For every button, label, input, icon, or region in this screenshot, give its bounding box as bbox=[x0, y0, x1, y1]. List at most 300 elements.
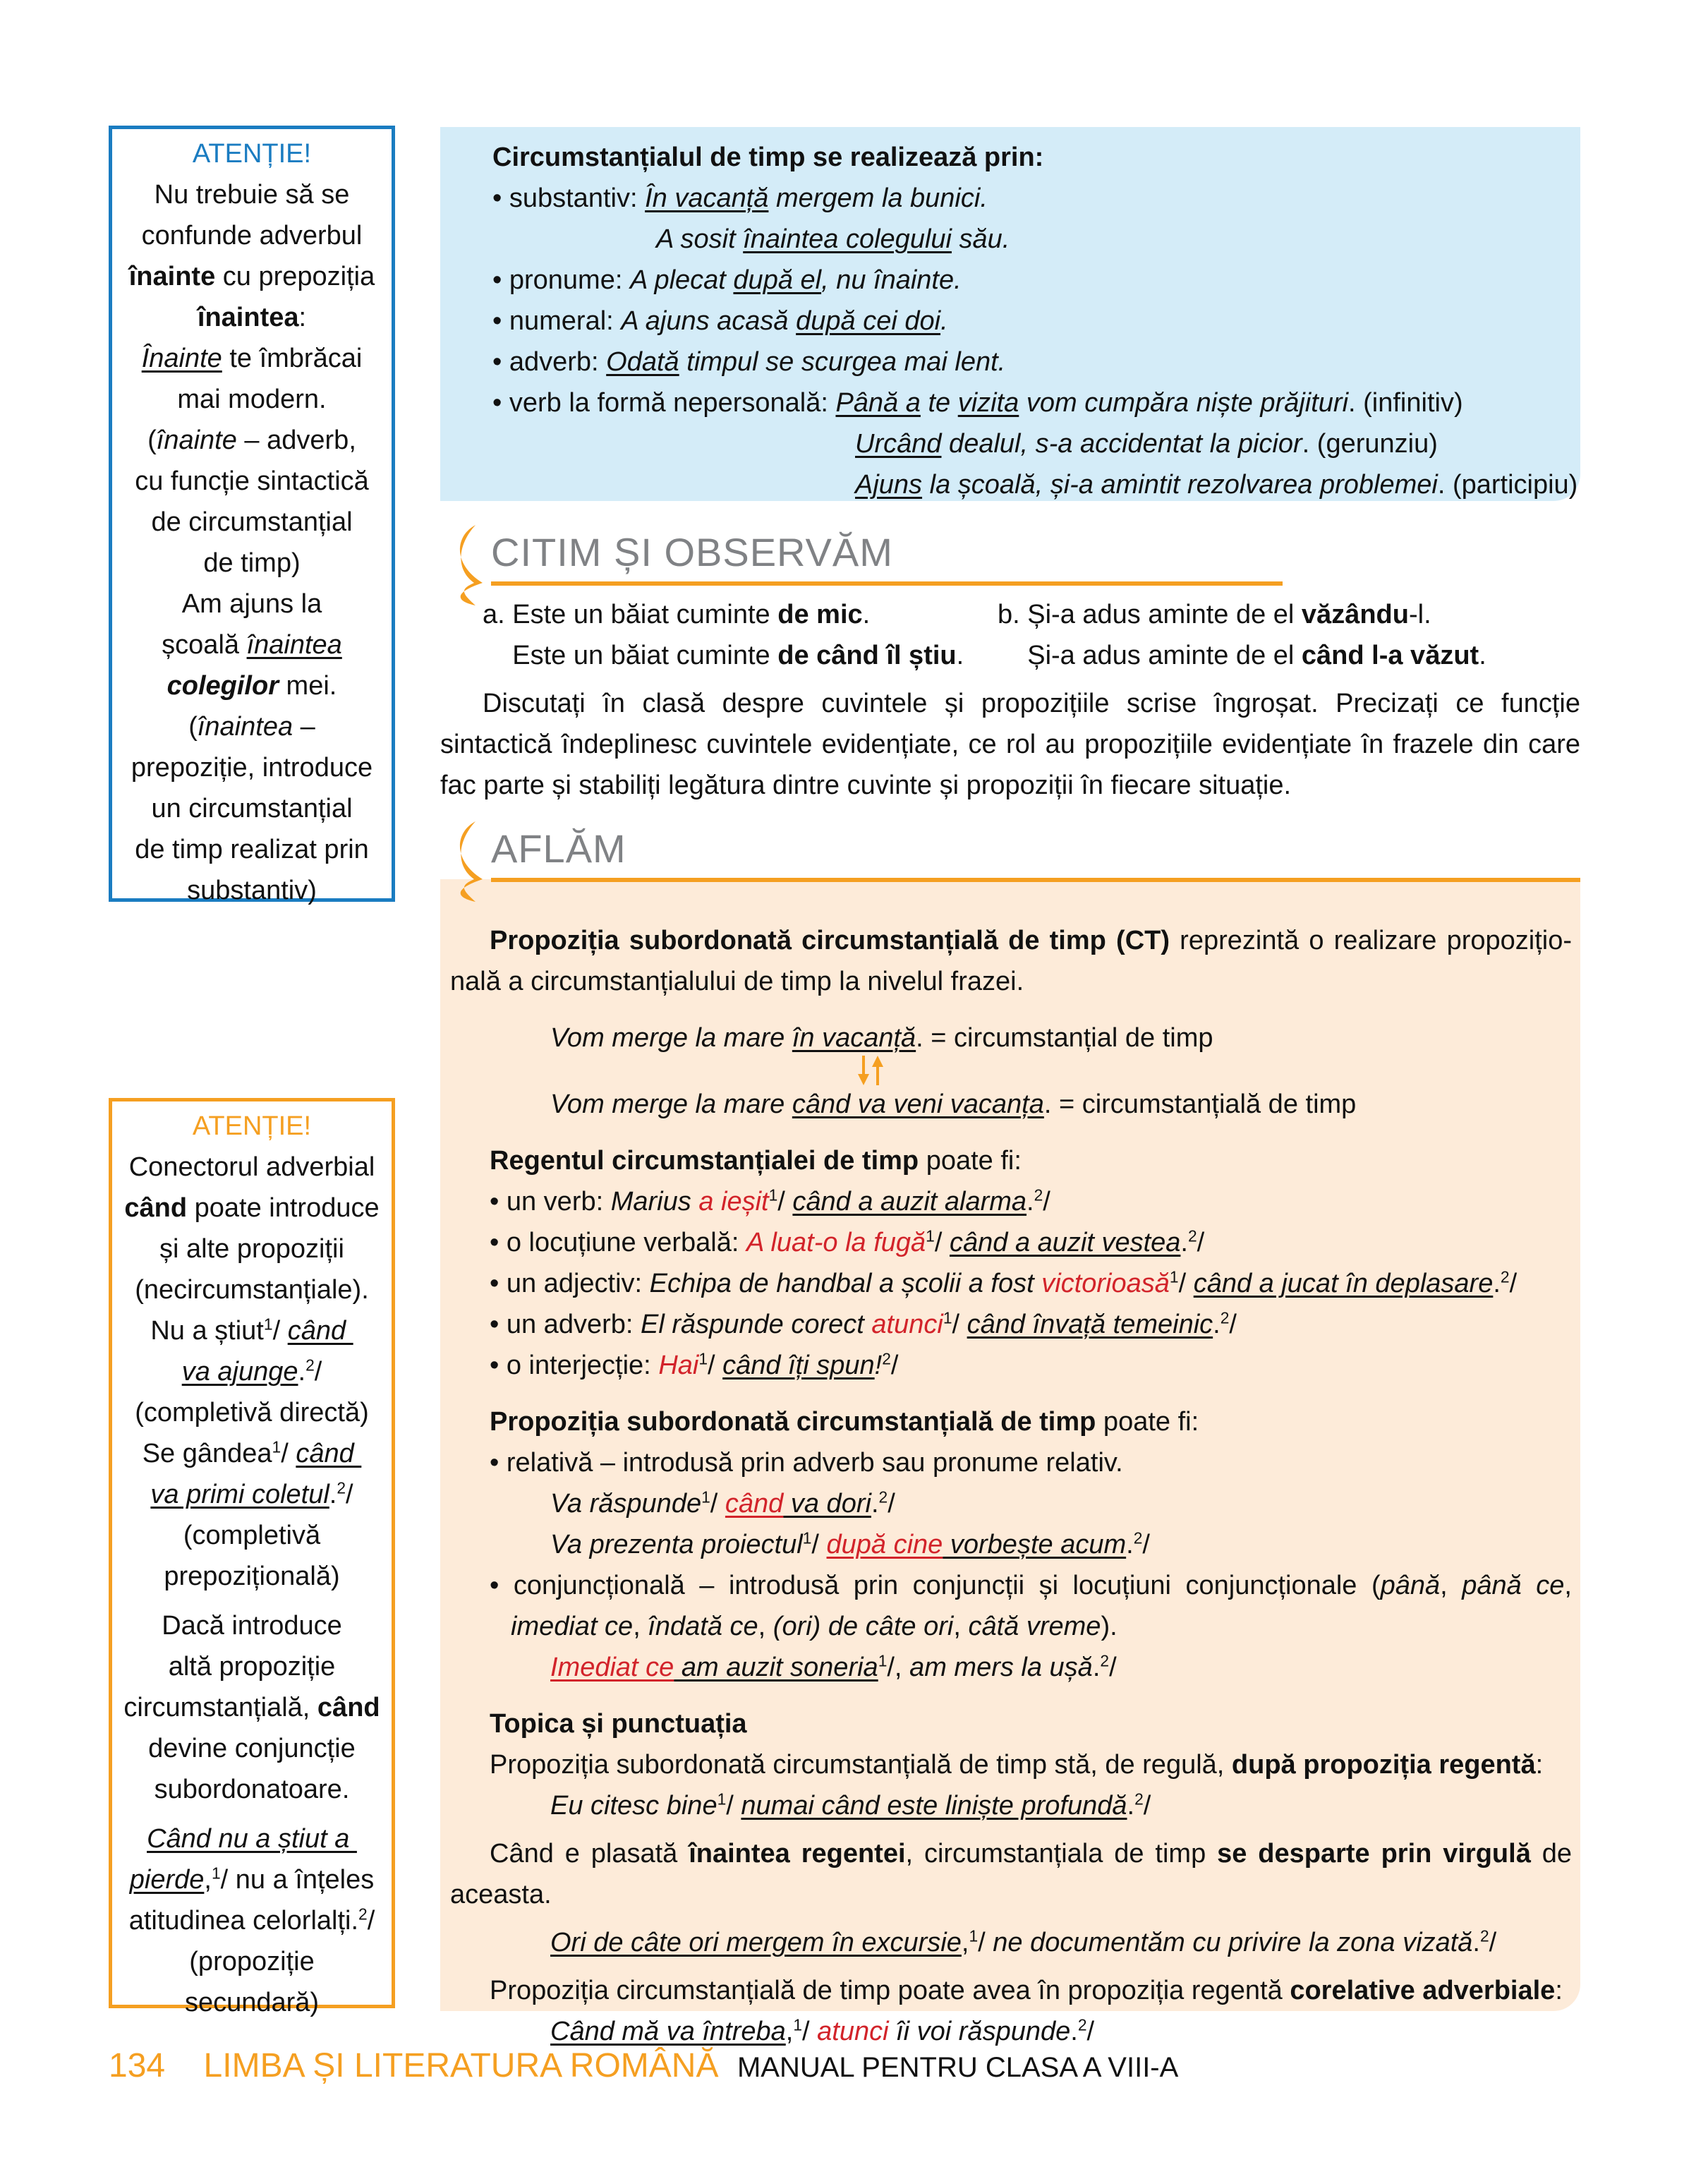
text-segment: va ajunge bbox=[181, 1357, 298, 1387]
text-segment: de timp) bbox=[203, 548, 301, 578]
attention-box-inainte bbox=[109, 126, 395, 905]
footnote-marker: 2 bbox=[878, 1487, 888, 1507]
text-segment: A plecat bbox=[629, 265, 734, 295]
text-segment: / bbox=[1109, 1653, 1117, 1682]
footnote-marker: 1 bbox=[969, 1926, 979, 1945]
text-segment: înaintea colegului bbox=[743, 224, 952, 254]
list-item bbox=[492, 464, 1578, 505]
text-segment: Va răspunde bbox=[550, 1489, 702, 1519]
highlighted-text: A luat-o la fugă bbox=[746, 1228, 926, 1257]
text-segment: când va veni vacanța bbox=[792, 1089, 1044, 1119]
text-segment: un circumstanțial bbox=[151, 794, 353, 823]
text-segment: , nu înainte. bbox=[821, 265, 962, 295]
citim-content bbox=[440, 594, 1580, 806]
equivalence-arrows bbox=[450, 1058, 1572, 1084]
text-line bbox=[490, 1263, 1572, 1304]
text-segment: îndată ce bbox=[648, 1612, 758, 1641]
text-segment: până ce bbox=[1462, 1571, 1565, 1600]
text-line bbox=[119, 1728, 384, 1769]
text-segment: pierde bbox=[129, 1865, 205, 1895]
text-segment: Până a bbox=[835, 388, 921, 418]
text-line bbox=[119, 1941, 384, 1982]
text-segment: de când îl știu bbox=[777, 641, 957, 670]
text-line bbox=[119, 1605, 384, 1646]
section-rule bbox=[491, 878, 1580, 882]
text-segment: (ori) de câte ori bbox=[773, 1612, 954, 1641]
text-segment: / bbox=[934, 1228, 950, 1257]
text-segment: / bbox=[726, 1791, 741, 1821]
text-segment: . bbox=[1126, 1530, 1134, 1559]
text-line bbox=[483, 594, 998, 635]
text-segment: : bbox=[1555, 1976, 1563, 2005]
subject-title: LIMBA ȘI LITERATURA ROMÂNĂ bbox=[203, 2047, 719, 2084]
text-line bbox=[119, 870, 384, 911]
text-segment: Se gândea bbox=[142, 1439, 272, 1468]
text-segment: / bbox=[777, 1187, 793, 1217]
text-segment: de circumstanțial bbox=[151, 507, 353, 537]
list-item bbox=[492, 342, 1566, 382]
text-segment: Dacă introduce bbox=[162, 1611, 342, 1641]
text-segment: / bbox=[314, 1357, 322, 1387]
attention-title: ATENȚIE! bbox=[192, 1111, 312, 1141]
list-item bbox=[492, 178, 1566, 219]
text-line bbox=[119, 1515, 384, 1556]
text-segment: se desparte prin virgulă bbox=[1217, 1839, 1531, 1869]
text-segment: , bbox=[785, 2017, 794, 2046]
text-segment: Când e plasată bbox=[490, 1839, 689, 1869]
text-line bbox=[119, 1147, 384, 1188]
text-segment: Și-a adus aminte de el bbox=[998, 641, 1302, 670]
regent-list bbox=[450, 1181, 1572, 1386]
text-segment: când bbox=[124, 1193, 188, 1223]
footnote-marker: 2 bbox=[1220, 1308, 1230, 1327]
text-segment: la școală, și-a amintit rezolvarea problemei bbox=[922, 470, 1438, 500]
footnote-marker: 1 bbox=[263, 1315, 273, 1334]
text-segment: . bbox=[298, 1357, 306, 1387]
text-line bbox=[490, 1304, 1572, 1345]
relativa-examples bbox=[450, 1483, 1572, 1565]
list-item bbox=[492, 260, 1566, 301]
highlighted-text: atunci bbox=[817, 2017, 889, 2046]
type-relativa bbox=[450, 1442, 1572, 1483]
footnote-marker: 2 bbox=[882, 1349, 891, 1368]
text-segment: când l-a văzut bbox=[1301, 641, 1479, 670]
text-segment: Propoziția subordonată circumstanțială de timp (CT) bbox=[490, 926, 1170, 955]
footnote-marker: 1 bbox=[793, 2015, 802, 2034]
highlighted-text: victorioasă bbox=[1041, 1269, 1170, 1298]
text-segment: / bbox=[978, 1928, 993, 1957]
text-line bbox=[490, 1345, 1572, 1386]
footnote-marker: 1 bbox=[211, 1864, 221, 1883]
text-segment: / bbox=[367, 1906, 375, 1936]
text-line bbox=[119, 297, 384, 338]
topica-example-1 bbox=[450, 1785, 1572, 1826]
text-segment: / bbox=[708, 1351, 723, 1380]
text-segment: înaintea regentei bbox=[689, 1839, 906, 1869]
text-segment: mei. bbox=[279, 671, 337, 701]
footnote-marker: 2 bbox=[358, 1905, 368, 1924]
text-segment: am auzit soneria bbox=[674, 1653, 878, 1682]
text-segment: reprezintă o realizare propozițio-nală a circumstanțialului de timp la nivelul frazei. bbox=[450, 926, 1572, 996]
text-line bbox=[119, 1859, 384, 1900]
footnote-marker: 2 bbox=[1100, 1651, 1110, 1670]
text-segment: de mic bbox=[777, 600, 863, 629]
topica-paragraph-2 bbox=[450, 1833, 1572, 1915]
text-segment: . bbox=[1180, 1228, 1188, 1257]
text-segment: substantiv) bbox=[187, 876, 317, 905]
text-line bbox=[119, 1769, 384, 1810]
text-segment: Vom merge la mare bbox=[550, 1023, 792, 1053]
list-item bbox=[492, 301, 1566, 342]
text-line bbox=[998, 635, 1580, 676]
text-segment: / bbox=[710, 1489, 725, 1519]
text-segment: . bbox=[1213, 1310, 1221, 1339]
text-segment: timpul se scurgea mai lent. bbox=[679, 347, 1006, 377]
section-title: CITIM ȘI OBSERVĂM bbox=[491, 530, 893, 574]
text-segment: • o interjecție: bbox=[490, 1351, 659, 1380]
text-line bbox=[119, 1474, 384, 1515]
realization-list bbox=[492, 178, 1578, 505]
text-segment: te bbox=[920, 388, 958, 418]
list-item bbox=[492, 423, 1566, 464]
text-segment: când bbox=[317, 1693, 380, 1722]
text-segment: (completivă bbox=[183, 1521, 321, 1550]
text-segment: Vom merge la mare bbox=[550, 1089, 792, 1119]
text-segment: vom cumpăra niște prăjituri bbox=[1019, 388, 1349, 418]
text-segment: / bbox=[1489, 1928, 1497, 1957]
footnote-marker: 1 bbox=[878, 1651, 888, 1670]
text-segment: . bbox=[1070, 2017, 1078, 2046]
text-segment: / bbox=[1143, 1791, 1151, 1821]
text-segment: Marius bbox=[610, 1187, 699, 1217]
text-segment: după cei doi bbox=[796, 306, 941, 336]
instruction-paragraph: Discutați în clasă despre cuvintele și propozițiile scrise îngroșat. Precizați ce funcție sintactică îndeplinesc cuvintele evidențiate, ce rol au propozițiile evidențiate în frazele din care fac parte și stabiliți legătura dintre cuvinte și propoziții în fiecare situație. bbox=[440, 689, 1580, 800]
text-segment: , bbox=[204, 1865, 212, 1895]
text-segment: de timp realizat prin bbox=[135, 835, 369, 864]
text-segment: altă propoziție bbox=[168, 1652, 336, 1682]
text-line bbox=[119, 788, 384, 829]
example-circumstantial bbox=[450, 1018, 1572, 1058]
text-segment: / bbox=[1178, 1269, 1194, 1298]
text-segment: . bbox=[1479, 641, 1486, 670]
text-line bbox=[998, 594, 1580, 635]
highlighted-text: Imediat ce bbox=[550, 1653, 674, 1682]
highlighted-text: Hai bbox=[658, 1351, 699, 1380]
text-segment: când a jucat în deplasare bbox=[1193, 1269, 1494, 1298]
text-segment: , circumstanțiala de timp bbox=[905, 1839, 1218, 1869]
text-segment: subordonatoare. bbox=[154, 1775, 350, 1804]
text-segment: / bbox=[272, 1316, 288, 1346]
footnote-marker: 2 bbox=[1133, 1528, 1143, 1547]
manual-title: MANUAL PENTRU CLASA A VIII-A bbox=[737, 2052, 1179, 2083]
text-segment: văzându bbox=[1301, 600, 1409, 629]
text-segment: • un adjectiv: bbox=[490, 1269, 650, 1298]
text-segment: . bbox=[956, 641, 964, 670]
text-line bbox=[119, 1556, 384, 1597]
orange-crest-icon bbox=[440, 819, 497, 903]
text-segment: circumstanțială, bbox=[123, 1693, 317, 1722]
text-line bbox=[119, 461, 384, 502]
text-line bbox=[119, 1687, 384, 1728]
attention-body bbox=[119, 1147, 384, 2023]
text-segment: când a auzit alarma bbox=[792, 1187, 1027, 1217]
text-segment: : bbox=[298, 303, 307, 332]
text-line bbox=[119, 1818, 384, 1859]
text-line bbox=[119, 1188, 384, 1229]
text-segment: b. Și-a adus aminte de el bbox=[998, 600, 1302, 629]
text-segment: • o locuțiune verbală: bbox=[490, 1228, 746, 1257]
types-heading bbox=[450, 1401, 1572, 1442]
text-line bbox=[119, 829, 384, 870]
text-segment: / bbox=[952, 1310, 967, 1339]
text-segment: Este un băiat cuminte bbox=[483, 641, 778, 670]
footnote-marker: 2 bbox=[1077, 2015, 1087, 2034]
text-segment: mai modern. bbox=[177, 385, 327, 414]
text-segment: . (participiu) bbox=[1437, 470, 1578, 500]
text-segment: Înainte bbox=[141, 344, 222, 373]
text-segment: . = circumstanțial de timp bbox=[916, 1023, 1213, 1053]
text-segment: – bbox=[293, 712, 315, 742]
text-segment: . bbox=[1493, 1269, 1501, 1298]
text-segment: / bbox=[1509, 1269, 1518, 1298]
text-segment: : bbox=[1535, 1750, 1544, 1780]
text-segment: . bbox=[1472, 1928, 1480, 1957]
text-segment: în vacanță bbox=[792, 1023, 916, 1053]
text-segment: . bbox=[871, 1489, 879, 1519]
text-line bbox=[119, 1269, 384, 1310]
text-line bbox=[119, 379, 384, 420]
text-segment: devine conjuncție bbox=[148, 1734, 356, 1763]
regent-heading bbox=[450, 1140, 1572, 1181]
section-title: AFLĂM bbox=[491, 826, 626, 871]
footnote-marker: 2 bbox=[1479, 1926, 1489, 1945]
text-segment: Regentul circumstanțialei de timp bbox=[490, 1146, 919, 1176]
text-segment: . bbox=[1092, 1653, 1101, 1682]
text-segment: înainte bbox=[156, 425, 237, 455]
text-segment: când a auzit vestea bbox=[949, 1228, 1181, 1257]
text-segment: îi voi răspunde bbox=[888, 2017, 1071, 2046]
text-segment: am mers la ușă bbox=[909, 1653, 1093, 1682]
text-segment: Echipa de handbal a școlii a fost bbox=[649, 1269, 1042, 1298]
text-segment: după el bbox=[733, 265, 822, 295]
text-line bbox=[119, 420, 384, 461]
text-segment: Propoziția subordonată circumstanțială de timp stă, de regulă, bbox=[490, 1750, 1232, 1780]
text-segment: / bbox=[802, 2017, 818, 2046]
text-segment: • relativă – introdusă prin adverb sau pronume relativ. bbox=[490, 1448, 1123, 1478]
footnote-marker: 1 bbox=[943, 1308, 952, 1327]
text-segment: / nu a înțeles bbox=[220, 1865, 375, 1895]
blue-box-heading: Circumstanțialul de timp se realizează prin: bbox=[492, 143, 1044, 172]
text-line bbox=[119, 624, 384, 665]
text-segment: imediat ce bbox=[511, 1612, 634, 1641]
text-segment: poate fi: bbox=[1096, 1407, 1199, 1437]
highlighted-text: când bbox=[725, 1489, 784, 1519]
footnote-marker: 2 bbox=[1134, 1789, 1144, 1809]
text-segment: va dori bbox=[783, 1489, 871, 1519]
text-segment: A ajuns acasă bbox=[621, 306, 797, 336]
text-segment: • conjuncțională – introdusă prin conjuncții și locuțiuni conjuncționale ( bbox=[490, 1571, 1381, 1600]
text-line bbox=[119, 1900, 384, 1941]
footnote-marker: 2 bbox=[1500, 1267, 1510, 1286]
text-segment: • numeral: bbox=[492, 306, 622, 336]
text-segment: • adverb: bbox=[492, 347, 607, 377]
definition-paragraph bbox=[450, 920, 1572, 1002]
text-segment: până bbox=[1380, 1571, 1441, 1600]
footnote-marker: 1 bbox=[768, 1185, 778, 1205]
section-rule bbox=[491, 581, 1283, 586]
text-segment: • verb la formă nepersonală: bbox=[492, 388, 836, 418]
topica-paragraph-1 bbox=[450, 1744, 1572, 1785]
footnote-marker: 1 bbox=[272, 1437, 281, 1456]
text-segment: . bbox=[1127, 1791, 1135, 1821]
text-line bbox=[119, 1351, 384, 1392]
text-segment: vizita bbox=[957, 388, 1019, 418]
text-segment: Eu citesc bine bbox=[550, 1791, 717, 1821]
conjunctionala-example bbox=[450, 1647, 1572, 1688]
text-segment: (propoziție bbox=[189, 1947, 315, 1976]
text-segment: , bbox=[961, 1928, 969, 1957]
text-segment: (completivă directă) bbox=[135, 1398, 369, 1427]
text-segment: confunde adverbul bbox=[141, 221, 363, 250]
footnote-marker: 2 bbox=[337, 1478, 346, 1497]
footnote-marker: 1 bbox=[926, 1226, 935, 1245]
text-segment: Propoziția subordonată circumstanțială de timp bbox=[490, 1407, 1096, 1437]
text-segment: prepozițională) bbox=[164, 1562, 340, 1591]
text-segment: ( bbox=[147, 425, 157, 455]
text-segment: ). bbox=[1101, 1612, 1118, 1641]
footnote-marker: 1 bbox=[717, 1789, 727, 1809]
text-segment: Când nu a știut a bbox=[147, 1824, 357, 1854]
footnote-marker: 1 bbox=[701, 1487, 710, 1507]
footnote-marker: 2 bbox=[1034, 1185, 1043, 1205]
text-segment: Conectorul adverbial bbox=[128, 1152, 375, 1182]
text-line bbox=[119, 215, 384, 256]
text-line bbox=[550, 1524, 1572, 1565]
text-line bbox=[490, 1222, 1572, 1263]
text-segment: de aceasta. bbox=[450, 1839, 1573, 1909]
topica-example-2 bbox=[450, 1922, 1572, 1963]
text-segment: / bbox=[1197, 1228, 1205, 1257]
text-segment: când bbox=[287, 1316, 353, 1346]
text-segment: / bbox=[811, 1530, 827, 1559]
text-segment: vorbește acum bbox=[943, 1530, 1127, 1559]
text-segment: Nu trebuie să se bbox=[154, 180, 350, 210]
text-segment: ! bbox=[874, 1351, 883, 1380]
list-item bbox=[492, 382, 1566, 423]
text-segment: / bbox=[346, 1480, 353, 1509]
text-segment: , bbox=[1440, 1571, 1462, 1600]
text-segment: , bbox=[633, 1612, 648, 1641]
footnote-marker: 1 bbox=[802, 1528, 812, 1547]
text-segment: • un verb: bbox=[490, 1187, 611, 1217]
highlighted-text: a ieșit bbox=[698, 1187, 769, 1217]
text-line bbox=[490, 1181, 1572, 1222]
text-line bbox=[550, 1483, 1572, 1524]
example-circumstantiala bbox=[450, 1084, 1572, 1125]
text-segment: (necircumstanțiale). bbox=[135, 1275, 369, 1305]
text-segment: / bbox=[1043, 1187, 1050, 1217]
text-segment: te îmbrăcai bbox=[222, 344, 363, 373]
text-line bbox=[119, 174, 384, 215]
text-line bbox=[483, 635, 998, 676]
topica-paragraph-3 bbox=[450, 1970, 1572, 2011]
text-segment: cu funcție sintactică bbox=[135, 466, 369, 496]
text-segment: . (gerunziu) bbox=[1302, 429, 1438, 459]
text-segment: , bbox=[758, 1612, 773, 1641]
text-segment: secundară) bbox=[184, 1988, 320, 2017]
text-segment: ne documentăm cu privire la zona vizată bbox=[993, 1928, 1473, 1957]
text-line bbox=[119, 502, 384, 543]
text-line bbox=[119, 747, 384, 788]
text-line bbox=[119, 256, 384, 297]
text-segment: dealul, s-a accidentat la picior bbox=[941, 429, 1302, 459]
type-conjunctionala bbox=[450, 1565, 1572, 1647]
text-segment: Nu a știut bbox=[150, 1316, 264, 1346]
text-line bbox=[119, 338, 384, 379]
text-segment: său. bbox=[951, 224, 1010, 254]
text-segment: • un adverb: bbox=[490, 1310, 641, 1339]
text-segment: înaintea bbox=[197, 712, 293, 742]
attention-body bbox=[119, 174, 384, 911]
example-column-b bbox=[998, 594, 1580, 676]
text-segment: cu prepoziția bbox=[215, 262, 375, 291]
attention-title: ATENȚIE! bbox=[192, 139, 312, 169]
text-segment: atitudinea celorlalți. bbox=[128, 1906, 359, 1936]
text-segment: El răspunde corect bbox=[641, 1310, 872, 1339]
text-segment: . = circumstanțială de timp bbox=[1043, 1089, 1357, 1119]
text-segment: . bbox=[940, 306, 948, 336]
text-segment: va primi coletul bbox=[150, 1480, 329, 1509]
text-segment: Ori de câte ori mergem în excursie bbox=[550, 1928, 962, 1957]
text-line bbox=[119, 1392, 384, 1433]
text-segment: a. Este un băiat cuminte bbox=[483, 600, 778, 629]
footnote-marker: 1 bbox=[1169, 1267, 1179, 1286]
text-segment: școală bbox=[162, 630, 247, 660]
text-segment: când bbox=[296, 1439, 362, 1468]
text-segment: , bbox=[1564, 1571, 1572, 1600]
text-segment: înaintea bbox=[197, 303, 299, 332]
example-column-a bbox=[440, 594, 998, 676]
text-line bbox=[119, 665, 384, 706]
footnote-marker: 2 bbox=[305, 1356, 315, 1375]
text-segment: Va prezenta proiectul bbox=[550, 1530, 803, 1559]
aflam-box bbox=[440, 879, 1580, 2046]
text-segment: /, bbox=[887, 1653, 910, 1682]
circumstantial-realization-box bbox=[440, 127, 1580, 501]
text-segment: / bbox=[888, 1489, 895, 1519]
text-segment: ( bbox=[188, 712, 198, 742]
text-segment: Propoziția circumstanțială de timp poate avea în propoziția regentă bbox=[490, 1976, 1290, 2005]
text-segment: când îți spun bbox=[722, 1351, 875, 1380]
topica-heading: Topica și punctuația bbox=[490, 1709, 747, 1739]
text-segment: – adverb, bbox=[236, 425, 356, 455]
text-segment: poate fi: bbox=[919, 1146, 1022, 1176]
text-segment: prepoziție, introduce bbox=[131, 753, 373, 783]
text-segment: Urcând bbox=[855, 429, 942, 459]
text-segment: A sosit bbox=[656, 224, 744, 254]
text-line bbox=[119, 543, 384, 584]
text-segment: și alte propoziții bbox=[159, 1234, 344, 1264]
page-number: 134 bbox=[109, 2047, 166, 2084]
text-segment: • substantiv: bbox=[492, 183, 646, 213]
text-line bbox=[119, 706, 384, 747]
text-segment: / bbox=[1086, 2017, 1095, 2046]
highlighted-text: după cine bbox=[826, 1530, 943, 1559]
text-segment: după propoziția regentă bbox=[1231, 1750, 1536, 1780]
footnote-marker: 1 bbox=[698, 1349, 708, 1368]
text-segment: Când mă va întreba bbox=[550, 2017, 786, 2046]
text-segment: câtă vreme bbox=[968, 1612, 1101, 1641]
